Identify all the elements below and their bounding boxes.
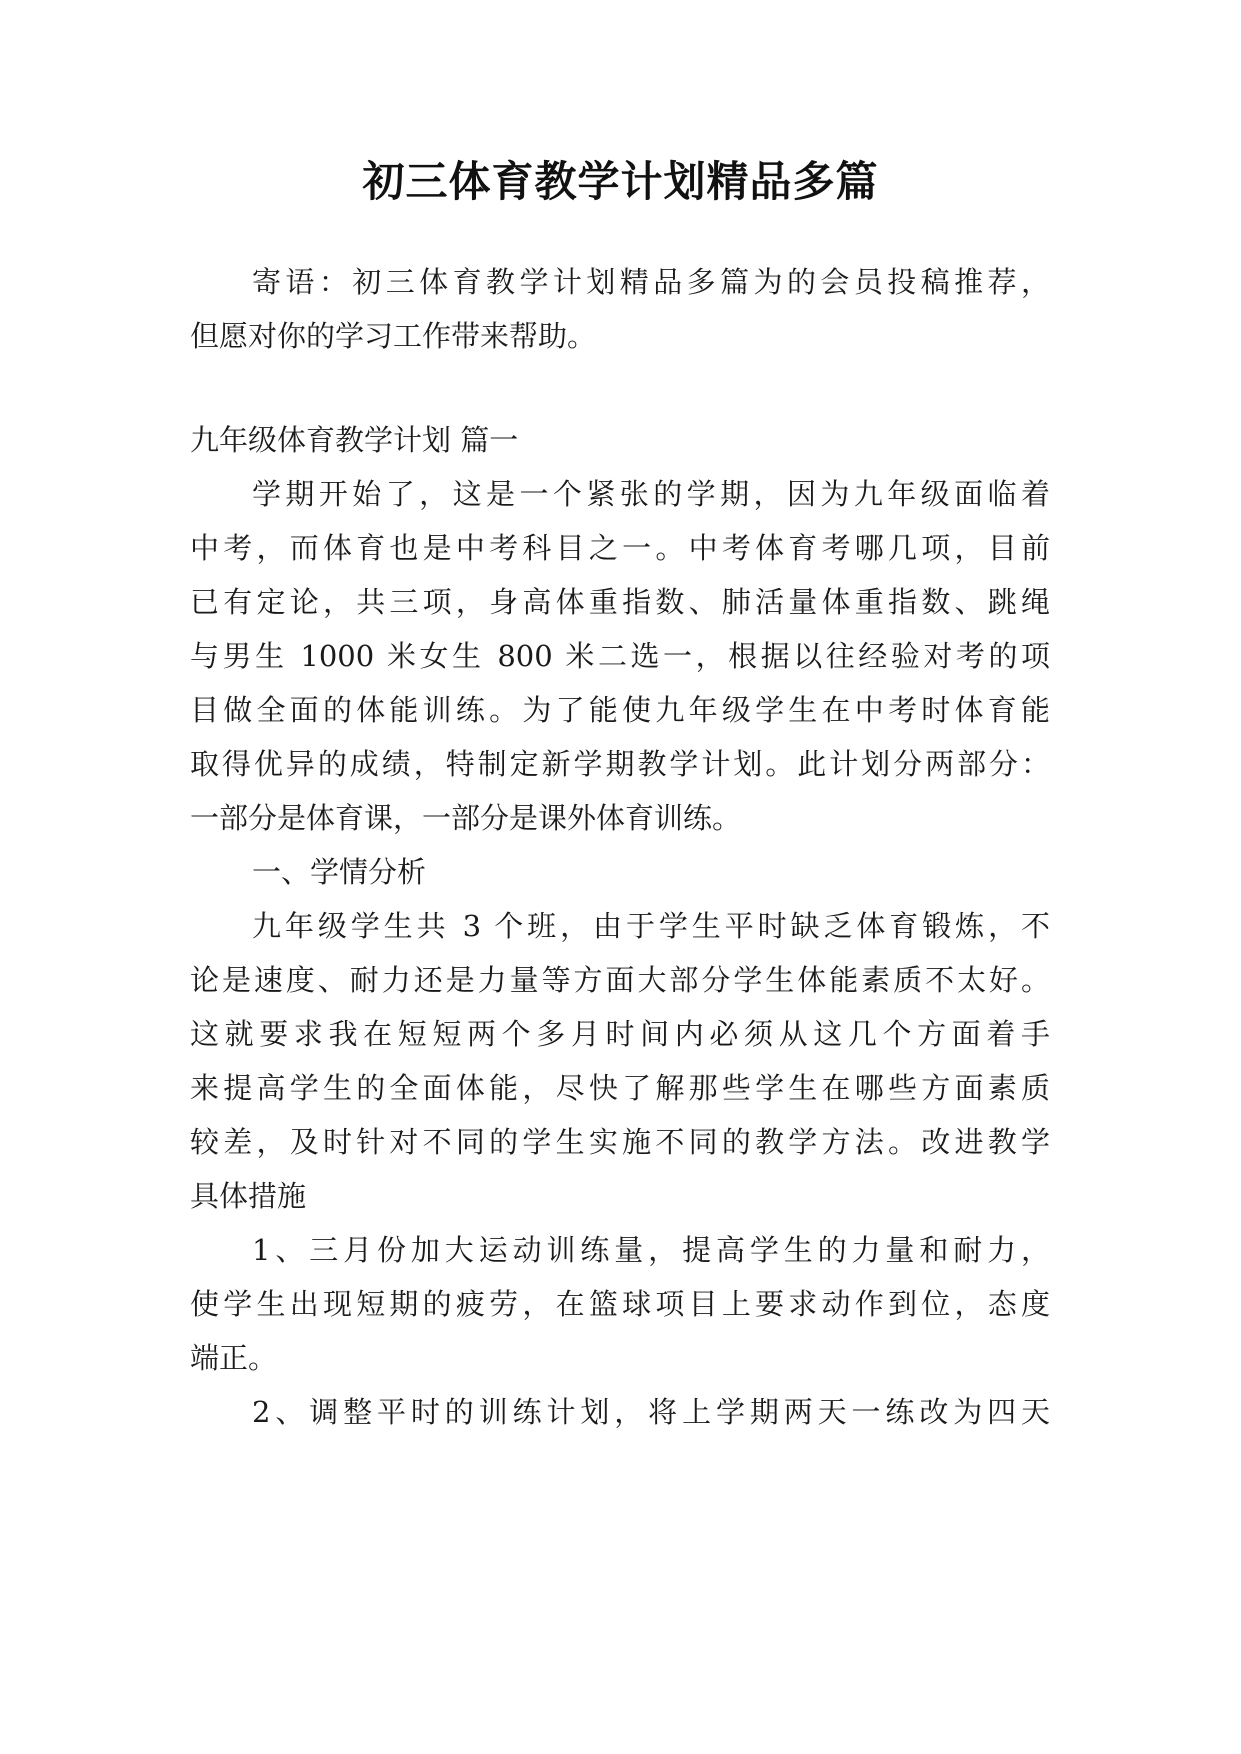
paragraph-2-line-1: 九年级学生共 3 个班，由于学生平时缺乏体育锻炼，不: [252, 909, 1050, 943]
item-1-line-2: 使学生出现短期的疲劳，在篮球项目上要求动作到位，态度: [190, 1287, 1050, 1321]
paragraph-1-line-7: 一部分是体育课，一部分是课外体育训练。: [190, 801, 742, 835]
document-title: 初三体育教学计划精品多篇: [362, 157, 879, 206]
item-2-line-1: 2、调整平时的训练计划，将上学期两天一练改为四天: [252, 1395, 1050, 1429]
item-1-line-3: 端正。: [190, 1341, 278, 1375]
item-1-line-1: 1、三月份加大运动训练量，提高学生的力量和耐力，: [252, 1233, 1050, 1267]
intro-line-1: 寄语：初三体育教学计划精品多篇为的会员投稿推荐，: [252, 265, 1050, 299]
subheading-1: 一、学情分析: [252, 855, 427, 889]
paragraph-2-line-4: 来提高学生的全面体能，尽快了解那些学生在哪些方面素质: [190, 1071, 1050, 1105]
section-heading: 九年级体育教学计划 篇一: [190, 423, 519, 457]
paragraph-1-line-6: 取得优异的成绩，特制定新学期教学计划。此计划分两部分：: [190, 747, 1050, 781]
paragraph-1-line-5: 目做全面的体能训练。为了能使九年级学生在中考时体育能: [190, 693, 1050, 727]
paragraph-2-line-6: 具体措施: [190, 1179, 307, 1213]
paragraph-1-line-1: 学期开始了，这是一个紧张的学期，因为九年级面临着: [252, 477, 1050, 511]
paragraph-2-line-3: 这就要求我在短短两个多月时间内必须从这几个方面着手: [190, 1017, 1050, 1051]
paragraph-1-line-2: 中考，而体育也是中考科目之一。中考体育考哪几项，目前: [190, 531, 1050, 565]
paragraph-1-line-3: 已有定论，共三项，身高体重指数、肺活量体重指数、跳绳: [190, 585, 1050, 619]
paragraph-2-line-2: 论是速度、耐力还是力量等方面大部分学生体能素质不太好。: [190, 963, 1050, 997]
paragraph-2-line-5: 较差，及时针对不同的学生实施不同的教学方法。改进教学: [190, 1125, 1050, 1159]
intro-line-2: 但愿对你的学习工作带来帮助。: [190, 319, 597, 353]
paragraph-1-line-4: 与男生 1000 米女生 800 米二选一，根据以往经验对考的项: [190, 639, 1050, 673]
